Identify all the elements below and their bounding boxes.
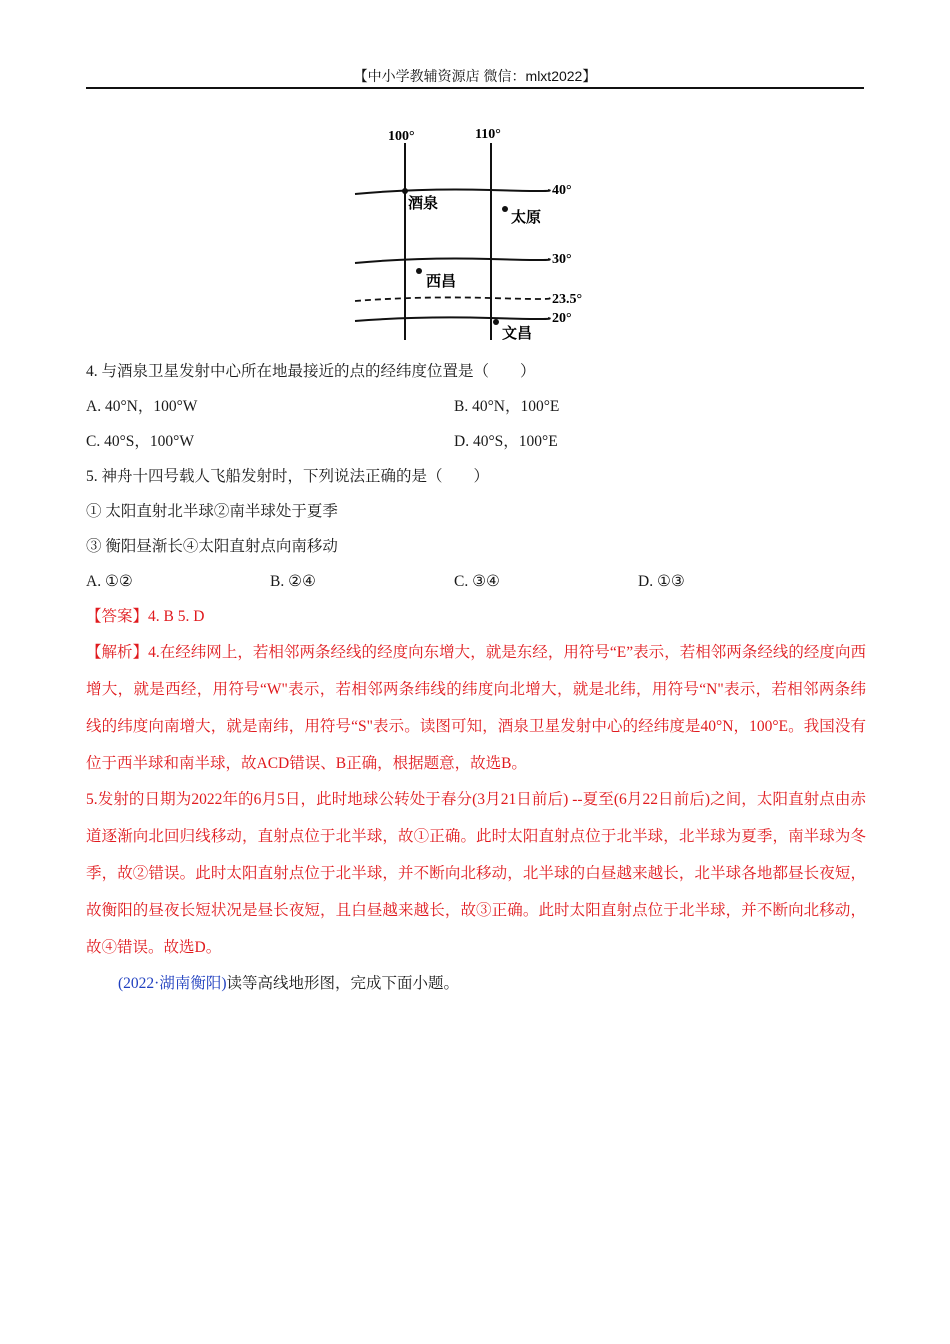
page-header: 【中小学教辅资源店 微信：mlxt2022】 <box>353 68 597 84</box>
parallel-40 <box>355 190 550 195</box>
wenchang-dot <box>493 319 499 325</box>
q5-stem: 5. 神舟十四号载人飞船发射时，下列说法正确的是（ ） <box>86 468 490 485</box>
q4-option-c: C. 40°S，100°W <box>86 433 194 450</box>
latitude-longitude-map <box>330 118 620 350</box>
analysis-paragraph-1 <box>86 634 866 782</box>
answer-label: 【答案】 <box>86 608 149 625</box>
q5-option-b: B. ②④ <box>270 573 316 590</box>
analysis-label: 【解析】 <box>86 644 149 661</box>
latitude-label-40: 40° <box>552 183 572 198</box>
place-taiyuan: 太原 <box>511 208 542 226</box>
question-source: (2022·湖南衡阳) <box>118 975 227 992</box>
latitude-label-20: 20° <box>552 311 572 326</box>
question-instruction: 读等高线地形图，完成下面小题。 <box>226 975 460 992</box>
parallel-23-5 <box>355 297 550 301</box>
analysis-q4-text: 4.在经纬网上，若相邻两条经线的经度向东增大，就是东经，用符号“E”表示，若相邻两条经线的经度向西增大，就是西经，用符号“W"表示，若相邻两条纬线的纬度向北增大，就是北纬，用符号“N"表示，若相邻两条纬线的纬度向南增大，就是南纬，用符号“S"表示。读图可知，酒泉卫星发射中心的经纬度是40°N，100°E。我国没有位于西半球和南半球，故ACD错误、B正确，根据题意，故选B。 <box>86 644 866 772</box>
latitude-label-23-5: 23.5° <box>552 292 583 307</box>
q4-option-d: D. 40°S，100°E <box>454 433 558 450</box>
xichang-dot <box>416 268 422 274</box>
place-jiuquan: 酒泉 <box>408 194 439 212</box>
header-divider <box>86 87 864 89</box>
longitude-label-110: 110° <box>475 127 501 142</box>
q5-statement-2: ③ 衡阳昼渐长④太阳直射点向南移动 <box>86 538 338 555</box>
q5-statement-1: ① 太阳直射北半球②南半球处于夏季 <box>86 503 338 520</box>
latitude-label-30: 30° <box>552 252 572 267</box>
analysis-q5-text: 5.发射的日期为2022年的6月5日，此时地球公转处于春分(3月21日前后) --夏至(6月22日前后)之间，太阳直射点由赤道逐渐向北回归线移动，直射点位于北半球，故①正确。此时太阳直射点位于北半球，北半球为夏季，南半球为冬季，故②错误。此时太阳直射点位于北半球，并不断向北移动，北半球的白昼越来越长，北半球各地都昼长夜短，故衡阳的昼夜长短状况是昼长夜短，且白昼越来越长，故③正确。此时太阳直射点位于北半球，并不断向北移动，故④错误。故选D。 <box>86 791 866 956</box>
q5-option-a: A. ①② <box>86 573 133 590</box>
taiyuan-dot <box>502 206 508 212</box>
next-question-intro <box>118 974 459 994</box>
q4-option-a: A. 40°N，100°W <box>86 398 198 415</box>
place-xichang: 西昌 <box>426 272 457 290</box>
q4-stem: 4. 与酒泉卫星发射中心所在地最接近的点的经纬度位置是（ ） <box>86 363 536 380</box>
answer-text: 4. B 5. D <box>148 608 205 625</box>
parallel-20 <box>355 317 550 321</box>
parallel-30 <box>355 259 550 264</box>
analysis-paragraph-2 <box>86 781 866 966</box>
q4-option-b: B. 40°N，100°E <box>454 398 560 415</box>
longitude-label-100: 100° <box>388 129 415 144</box>
q5-option-d: D. ①③ <box>638 573 685 590</box>
q5-option-c: C. ③④ <box>454 573 500 590</box>
answer-line <box>86 607 204 627</box>
place-wenchang: 文昌 <box>502 324 533 342</box>
